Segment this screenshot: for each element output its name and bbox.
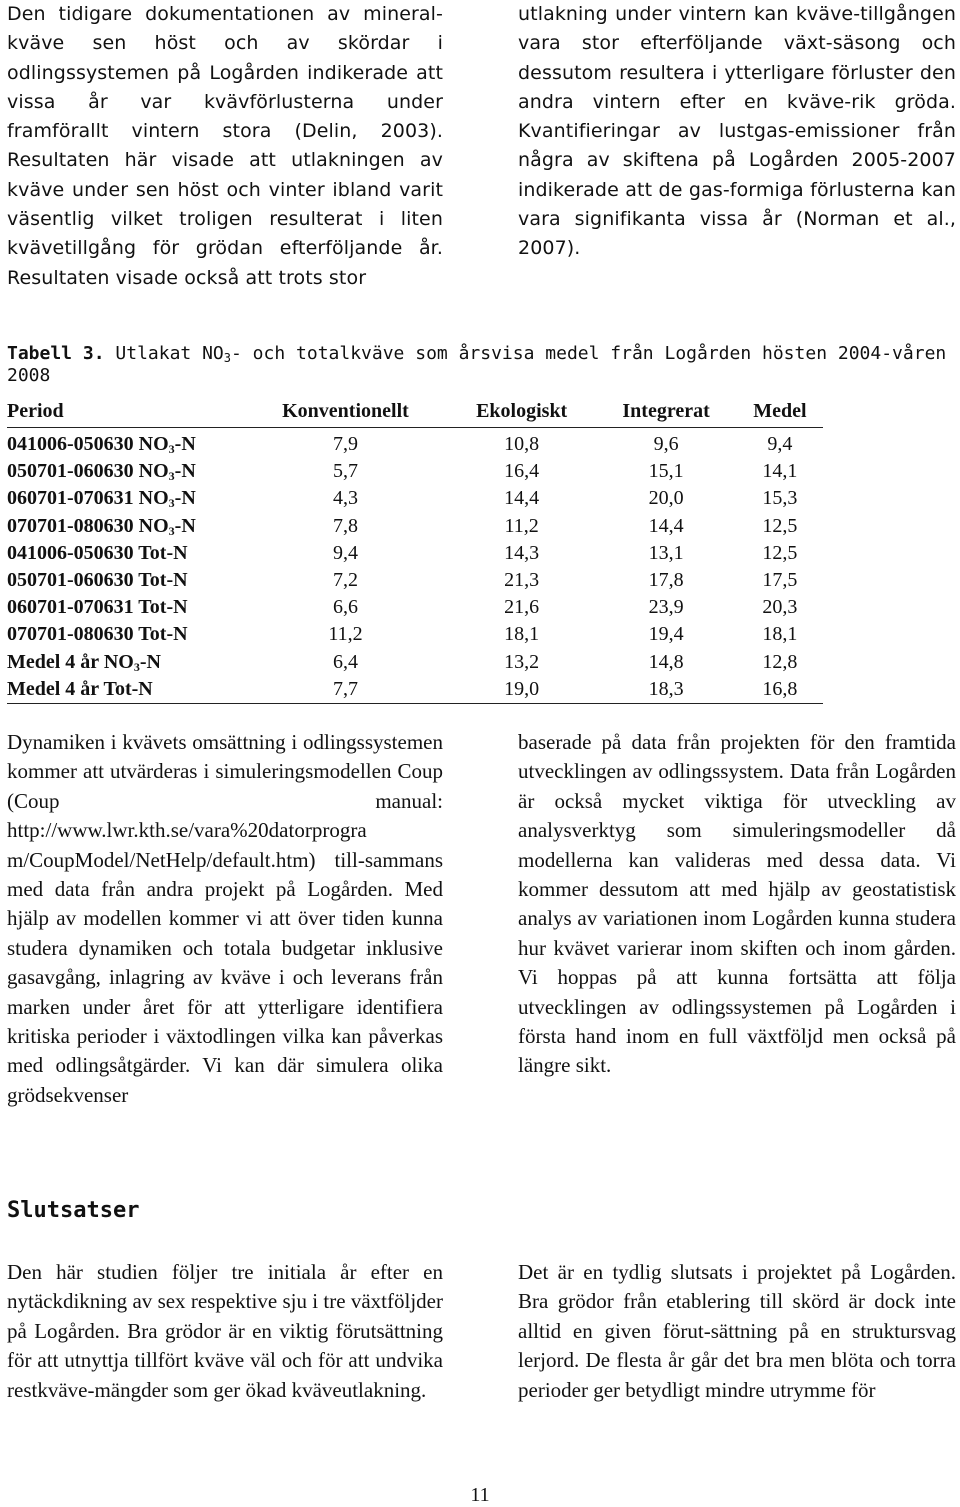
period-cell: 050701-060630 Tot-N (7, 569, 188, 592)
value-cell: 20,3 (762, 596, 798, 619)
value-cell: 4,3 (332, 487, 358, 510)
header-period: Period (7, 398, 243, 428)
value-cell: 14,3 (504, 541, 540, 564)
table-row (7, 428, 823, 459)
table-body (7, 428, 823, 704)
section-heading-slutsatser: Slutsatser (7, 1198, 140, 1223)
table-row (7, 458, 823, 485)
intro-left-text: Den tidigare dokumentationen av mineral-kväve sen höst och av skördar i odlingssystemen på Logården indikerade att vissa år var kvävförlusterna under framförallt vintern stora (Delin, 2003). Resultaten här visade att utlakningen av kväve under sen höst och vinter ibland varit väsentlig vilket troligen resulterat i liten kvävetillgång för grödan efterföljande år. Resultaten visade också att trots stor (7, 3, 443, 289)
intro-right-paragraph (518, 0, 956, 264)
conclusions-right-text: Det är en tydlig slutsats i projektet på Logården. Bra grödor från etablering till skörd är dock inte alltid en given förut-sättning på en struktursvag lerjord. De flesta år går det bra men blöta och torra perioder ger betydligt mindre utrymme för (518, 1260, 956, 1402)
value-cell: 18,1 (504, 623, 540, 646)
period-cell: 070701-080630 Tot-N (7, 623, 188, 646)
period-cell: 060701-070631 $NO_3-N$ (7, 487, 196, 511)
value-cell: 12,8 (762, 650, 798, 673)
table-caption (7, 343, 947, 387)
value-cell: 5,7 (332, 460, 358, 483)
header-ekologiskt: Ekologiskt (448, 398, 595, 428)
value-cell: 17,5 (762, 569, 798, 592)
value-cell: 12,5 (762, 541, 798, 564)
table-row (7, 567, 823, 594)
table-row (7, 594, 823, 621)
value-cell: 11,2 (504, 514, 539, 537)
nitrogen-leaching-table (7, 398, 823, 704)
table-row (7, 676, 823, 704)
value-cell: 6,4 (332, 650, 358, 673)
conclusions-right-paragraph (518, 1258, 956, 1405)
intro-right-text: utlakning under vintern kan kväve-tillgången vara stor efterföljande växt-säsong och dessutom resultera i ytterligare förluster den andra vintern efter en kväve-rik gröda. Kvantifieringar av lustgas-emissioner från några av skiftena på Logården 2005-2007 indikerade att de gas-formiga förlusterna kan vara signifikanta vissa år (Norman et al., 2007). (518, 3, 956, 260)
table-row (7, 485, 823, 512)
value-cell: 14,1 (762, 460, 798, 483)
value-cell: 7,9 (332, 433, 358, 456)
table-row (7, 649, 823, 676)
period-cell: Medel 4 år $NO_3-N$ (7, 650, 161, 674)
value-cell: 18,3 (595, 676, 736, 704)
value-cell: 12,5 (762, 514, 798, 537)
period-cell: 060701-070631 Tot-N (7, 596, 188, 619)
table-row (7, 621, 823, 648)
table-header-row (7, 398, 823, 428)
table-row (7, 540, 823, 567)
value-cell: 11,2 (328, 623, 363, 646)
value-cell: 18,1 (762, 623, 798, 646)
intro-left-paragraph (7, 0, 443, 293)
value-cell: 9,6 (653, 433, 679, 456)
value-cell: 23,9 (648, 596, 684, 619)
value-cell: 14,4 (648, 514, 684, 537)
value-cell: 19,0 (448, 676, 595, 704)
value-cell: 19,4 (648, 623, 684, 646)
value-cell: 6,6 (332, 596, 358, 619)
table-caption-label: Tabell 3. (7, 343, 105, 364)
middle-right-text: baserade på data från projekten för den framtida utvecklingen av odlingssystem. Data från Logården är också mycket viktiga för utveckling av analysverktyg som simuleringsmodeller då modellerna kan valideras med dessa data. Vi kommer dessutom att med hjälp av geostatistisk analys av variationen inom Logården kunna studera hur kvävet varierar inom skiften och inom gården. Vi hoppas på att kunna fortsätta att följa utvecklingen av odlingssystemen på Logården i första hand inom en full växtföljd men också på längre sikt. (518, 730, 956, 1078)
value-cell: 9,4 (332, 541, 358, 564)
conclusions-left-paragraph (7, 1258, 443, 1405)
period-cell: 041006-050630 Tot-N (7, 541, 188, 564)
middle-right-paragraph (518, 728, 956, 1081)
conclusions-left-text: Den här studien följer tre initiala år efter en nytäckdikning av sex respektive sju i tre växtföljder på Logården. Bra grödor är en viktig förutsättning för att utnyttja tillfört kväve väl och för att undvika restkväve-mängder som ger ökad kväveutlakning. (7, 1260, 443, 1402)
value-cell: 17,8 (648, 569, 684, 592)
value-cell: 7,7 (243, 676, 448, 704)
header-integrerat: Integrerat (595, 398, 736, 428)
period-cell: 050701-060630 $NO_3-N$ (7, 460, 196, 484)
table-caption-text: Utlakat $NO_3-$ och totalkväve som årsvisa medel från Logården hösten 2004-våren 2008 (7, 343, 947, 386)
value-cell: 7,8 (332, 514, 358, 537)
value-cell: 15,3 (762, 487, 798, 510)
value-cell: 14,8 (648, 650, 684, 673)
period-cell: 070701-080630 $NO_3-N$ (7, 514, 196, 538)
value-cell: 16,8 (737, 676, 823, 704)
header-medel: Medel (737, 398, 823, 428)
page-number: 11 (470, 1484, 490, 1506)
middle-left-paragraph (7, 728, 443, 1110)
value-cell: 13,2 (504, 650, 540, 673)
value-cell: 20,0 (648, 487, 684, 510)
header-konventionellt: Konventionellt (243, 398, 448, 428)
value-cell: 21,6 (504, 596, 540, 619)
value-cell: 7,2 (332, 569, 358, 592)
value-cell: 14,4 (504, 487, 540, 510)
value-cell: 21,3 (504, 569, 540, 592)
period-cell: 041006-050630 $NO_3-N$ (7, 433, 196, 457)
value-cell: 15,1 (648, 460, 684, 483)
value-cell: 16,4 (504, 460, 540, 483)
middle-left-text: Dynamiken i kvävets omsättning i odlingssystemen kommer att utvärderas i simuleringsmodellen Coup (Coup manual: http://www.lwr.kth.se/vara%20datorprogra m/CoupModel/NetHelp/default.htm) till-sammans med data från andra projekt på Logården. Med hjälp av modellen kommer vi att över tiden kunna studera dynamiken och totala budgetar inklusive gasavgång, inlagring av kväve i och leverans från marken under året för att ytterligare identifiera kritiska perioder i växtodlingen vilka kan påverkas med odlingsåtgärder. Vi kan där simulera olika grödsekvenser (7, 730, 443, 1107)
period-cell: Medel 4 år Tot-N (7, 676, 243, 704)
value-cell: 13,1 (648, 541, 684, 564)
value-cell: 9,4 (767, 433, 793, 456)
value-cell: 10,8 (504, 433, 540, 456)
table-row (7, 513, 823, 540)
